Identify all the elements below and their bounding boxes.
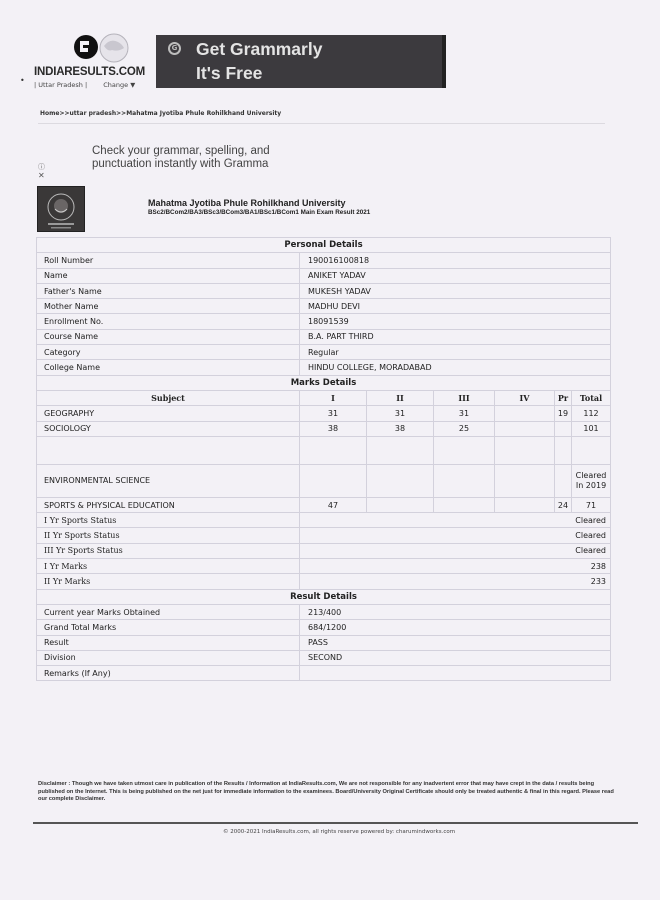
mark-i: 38: [300, 421, 367, 436]
result-table: [36, 237, 611, 681]
empty-cell: [434, 436, 495, 464]
table-row: [37, 406, 611, 421]
status-label: I Yr Marks: [37, 559, 300, 574]
site-logo[interactable]: [20, 30, 145, 92]
grammarly-ad-banner[interactable]: [156, 35, 446, 88]
empty-cell: [495, 436, 555, 464]
subject-name: SPORTS & PHYSICAL EDUCATION: [37, 497, 300, 512]
grammarly-icon: G: [168, 42, 181, 55]
table-row: [37, 666, 611, 681]
subject-name: GEOGRAPHY: [37, 406, 300, 421]
table-row: [37, 497, 611, 512]
table-row: [37, 253, 611, 268]
empty-cell: [434, 497, 495, 512]
result-status: PASS: [300, 635, 611, 650]
mark-total: 112: [572, 406, 611, 421]
personal-details-heading: Personal Details: [37, 238, 611, 253]
breadcrumb[interactable]: Home>>uttar pradesh>>Mahatma Jyotiba Phule Rohilkhand University: [40, 110, 282, 117]
table-row-empty: [37, 436, 611, 464]
change-state-link[interactable]: Change ▼: [103, 81, 136, 89]
column-header: Total: [572, 390, 611, 405]
row-label: Father's Name: [37, 283, 300, 298]
table-row: [37, 513, 611, 528]
section-header: [37, 589, 611, 604]
table-row: [37, 421, 611, 436]
row-label: Remarks (If Any): [37, 666, 300, 681]
current-year-marks: 213/400: [300, 604, 611, 619]
mark-iii: 25: [434, 421, 495, 436]
student-name: ANIKET YADAV: [300, 268, 611, 283]
row-label: Enrollment No.: [37, 314, 300, 329]
mark-i: 31: [300, 406, 367, 421]
subject-name: ENVIRONMENTAL SCIENCE: [37, 464, 300, 497]
logo-text: INDIARESULTS.COM: [34, 66, 145, 78]
marks-header-row: [37, 390, 611, 405]
table-row: [37, 360, 611, 375]
ad-title: Get Grammarly: [196, 39, 323, 59]
mark-total: Cleared In 2019: [572, 464, 611, 497]
table-row: [37, 329, 611, 344]
section-header: [37, 375, 611, 390]
row-label: Mother Name: [37, 299, 300, 314]
status-value: Cleared: [300, 528, 611, 543]
university-name: Mahatma Jyotiba Phule Rohilkhand University: [148, 198, 346, 208]
table-row: [37, 635, 611, 650]
mark-ii: 38: [367, 421, 434, 436]
table-row: [37, 559, 611, 574]
section-header: [37, 238, 611, 253]
empty-cell: [37, 436, 300, 464]
mark-pr: 19: [555, 406, 572, 421]
disclaimer[interactable]: Disclaimer : Though we have taken utmost care in publication of the Results / Information at IndiaResults.com, We are not responsible for any inadvertent error that may have crept in the data / results being published on the Internet. This is being published on the net just for immediate information to the examinees. Board/University Original Certificate should only be treated authentic & final in this regard. Please read our complete Disclaimer.: [38, 781, 614, 802]
copyright[interactable]: © 2000-2021 IndiaResults.com, all rights reserve powered by: charumindworks.com: [223, 829, 456, 835]
column-header: IV: [495, 390, 555, 405]
info-icon[interactable]: ⓘ: [38, 163, 45, 171]
category: Regular: [300, 345, 611, 360]
grand-total-marks: 684/1200: [300, 620, 611, 635]
table-row: [37, 345, 611, 360]
row-label: Course Name: [37, 329, 300, 344]
row-label: Result: [37, 635, 300, 650]
state-label: | Uttar Pradesh |: [34, 81, 88, 89]
empty-cell: [367, 436, 434, 464]
row-label: Category: [37, 345, 300, 360]
row-label: Division: [37, 650, 300, 665]
mark-total: 101: [572, 421, 611, 436]
table-row: [37, 574, 611, 589]
status-label: II Yr Sports Status: [37, 528, 300, 543]
empty-cell: [300, 436, 367, 464]
mark-pr: 24: [555, 497, 572, 512]
status-label: II Yr Marks: [37, 574, 300, 589]
row-label: College Name: [37, 360, 300, 375]
table-row: [37, 268, 611, 283]
footer-divider: [33, 822, 638, 824]
divider: [38, 123, 605, 124]
empty-cell: [300, 464, 367, 497]
table-row: [37, 528, 611, 543]
mark-iv: [495, 406, 555, 421]
remarks: [300, 666, 611, 681]
empty-cell: [572, 436, 611, 464]
row-label: Roll Number: [37, 253, 300, 268]
mark-ii: 31: [367, 406, 434, 421]
mother-name: MADHU DEVI: [300, 299, 611, 314]
empty-cell: [555, 464, 572, 497]
roll-number: 190016100818: [300, 253, 611, 268]
course-name: B.A. PART THIRD: [300, 329, 611, 344]
status-value: Cleared: [300, 543, 611, 558]
empty-cell: [367, 497, 434, 512]
logo-icon: [70, 32, 132, 64]
row-label: Current year Marks Obtained: [37, 604, 300, 619]
result-details-heading: Result Details: [37, 589, 611, 604]
state-selector[interactable]: [34, 81, 135, 89]
subject-name: SOCIOLOGY: [37, 421, 300, 436]
father-name: MUKESH YADAV: [300, 283, 611, 298]
column-header: II: [367, 390, 434, 405]
table-row: [37, 314, 611, 329]
status-value: Cleared: [300, 513, 611, 528]
empty-cell: [495, 497, 555, 512]
enrollment-no: 18091539: [300, 314, 611, 329]
division: SECOND: [300, 650, 611, 665]
mark-total: 71: [572, 497, 611, 512]
table-row: [37, 283, 611, 298]
table-row: [37, 620, 611, 635]
mark-iv: [495, 421, 555, 436]
column-header: Pr: [555, 390, 572, 405]
column-header: I: [300, 390, 367, 405]
mark-i: 47: [300, 497, 367, 512]
logo-dot: •: [20, 76, 25, 85]
row-label: Grand Total Marks: [37, 620, 300, 635]
column-header: Subject: [37, 390, 300, 405]
close-icon[interactable]: ✕: [38, 171, 45, 180]
empty-cell: [555, 436, 572, 464]
university-seal-icon: [38, 187, 84, 231]
marks-details-heading: Marks Details: [37, 375, 611, 390]
empty-cell: [495, 464, 555, 497]
table-row: [37, 650, 611, 665]
university-logo: [37, 186, 85, 232]
status-label: I Yr Sports Status: [37, 513, 300, 528]
status-value: 238: [300, 559, 611, 574]
college-name: HINDU COLLEGE, MORADABAD: [300, 360, 611, 375]
status-label: III Yr Sports Status: [37, 543, 300, 558]
row-label: Name: [37, 268, 300, 283]
status-value: 233: [300, 574, 611, 589]
empty-cell: [367, 464, 434, 497]
table-row: [37, 299, 611, 314]
ad-subtitle: It's Free: [196, 63, 263, 83]
text-ad[interactable]: Check your grammar, spelling, and punctuation instantly with Gramma: [92, 145, 270, 170]
table-row: [37, 543, 611, 558]
column-header: III: [434, 390, 495, 405]
mark-pr: [555, 421, 572, 436]
table-row: [37, 464, 611, 497]
exam-name: BSc2/BCom2/BA3/BSc3/BCom3/BA1/BSc1/BCom1 Main Exam Result 2021: [148, 209, 371, 216]
empty-cell: [434, 464, 495, 497]
table-row: [37, 604, 611, 619]
mark-iii: 31: [434, 406, 495, 421]
